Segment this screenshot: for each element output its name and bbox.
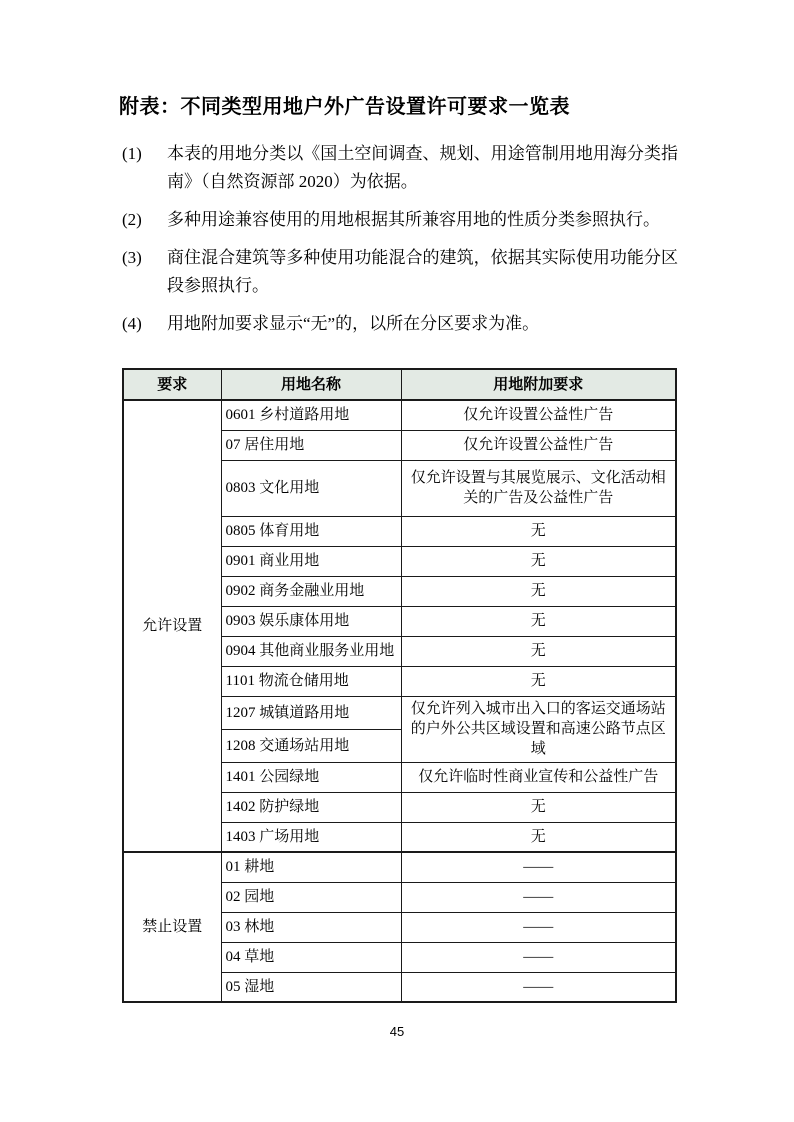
row-name-cell: 01 耕地 bbox=[221, 852, 401, 882]
row-extra-cell: 无 bbox=[401, 792, 676, 822]
row-extra-cell: 无 bbox=[401, 606, 676, 636]
note-item bbox=[122, 244, 678, 300]
row-name-cell: 1101 物流仓储用地 bbox=[221, 666, 401, 696]
row-name-cell: 0805 体育用地 bbox=[221, 516, 401, 546]
page-title-text: 不同类型用地户外广告设置许可要求一览表 bbox=[180, 96, 570, 118]
table-row bbox=[123, 852, 676, 882]
row-extra-cell: —— bbox=[401, 942, 676, 972]
row-extra-cell: 无 bbox=[401, 666, 676, 696]
note-text: 商住混合建筑等多种使用功能混合的建筑，依据其实际使用功能分区段参照执行。 bbox=[167, 248, 678, 295]
note-text: 用地附加要求显示“无”的，以所在分区要求为准。 bbox=[167, 314, 540, 333]
table-header-row bbox=[123, 369, 676, 400]
row-name-cell: 0904 其他商业服务业用地 bbox=[221, 636, 401, 666]
note-item bbox=[122, 140, 678, 196]
note-number: (4) bbox=[122, 314, 142, 333]
page-number: 45 bbox=[389, 1024, 405, 1039]
row-extra-cell: 仅允许临时性商业宣传和公益性广告 bbox=[401, 762, 676, 792]
row-extra-cell: 仅允许设置公益性广告 bbox=[401, 430, 676, 460]
note-text: 本表的用地分类以《国土空间调查、规划、用途管制用地用海分类指南》（自然资源部 2020）为依据。 bbox=[167, 144, 678, 191]
row-extra-cell: —— bbox=[401, 852, 676, 882]
group-label-allowed: 允许设置 bbox=[123, 400, 221, 852]
row-name-cell: 1403 广场用地 bbox=[221, 822, 401, 852]
group-label-prohibited: 禁止设置 bbox=[123, 852, 221, 1002]
note-number: (2) bbox=[122, 210, 142, 229]
note-item bbox=[122, 310, 678, 338]
row-name-cell: 0601 乡村道路用地 bbox=[221, 400, 401, 430]
row-name-cell: 0803 文化用地 bbox=[221, 460, 401, 516]
header-additional-requirement: 用地附加要求 bbox=[401, 369, 676, 400]
row-extra-cell: —— bbox=[401, 972, 676, 1002]
row-extra-cell: 无 bbox=[401, 546, 676, 576]
page-title-prefix: 附表： bbox=[119, 96, 181, 118]
table-row bbox=[123, 400, 676, 430]
row-name-cell: 04 草地 bbox=[221, 942, 401, 972]
note-number: (3) bbox=[122, 248, 142, 267]
row-name-cell: 05 湿地 bbox=[221, 972, 401, 1002]
row-name-cell: 1208 交通场站用地 bbox=[221, 729, 401, 762]
row-extra-cell: 无 bbox=[401, 636, 676, 666]
row-name-cell: 07 居住用地 bbox=[221, 430, 401, 460]
row-name-cell: 03 林地 bbox=[221, 912, 401, 942]
row-name-cell: 1401 公园绿地 bbox=[221, 762, 401, 792]
row-name-cell: 1402 防护绿地 bbox=[221, 792, 401, 822]
row-extra-cell: 无 bbox=[401, 516, 676, 546]
row-name-cell: 1207 城镇道路用地 bbox=[221, 696, 401, 729]
row-extra-cell: —— bbox=[401, 912, 676, 942]
land-use-requirements-table bbox=[122, 368, 677, 1003]
row-extra-cell: 仅允许设置公益性广告 bbox=[401, 400, 676, 430]
row-name-cell: 0902 商务金融业用地 bbox=[221, 576, 401, 606]
note-item bbox=[122, 206, 678, 234]
row-extra-cell-merged: 仅允许列入城市出入口的客运交通场站的户外公共区域设置和高速公路节点区域 bbox=[401, 696, 676, 762]
row-extra-cell: 无 bbox=[401, 822, 676, 852]
row-extra-cell: 无 bbox=[401, 576, 676, 606]
row-name-cell: 0903 娱乐康体用地 bbox=[221, 606, 401, 636]
row-extra-cell: —— bbox=[401, 882, 676, 912]
page-title bbox=[119, 90, 719, 119]
note-text: 多种用途兼容使用的用地根据其所兼容用地的性质分类参照执行。 bbox=[167, 210, 660, 229]
note-number: (1) bbox=[122, 144, 142, 163]
row-name-cell: 02 园地 bbox=[221, 882, 401, 912]
header-land-name: 用地名称 bbox=[221, 369, 401, 400]
header-requirement: 要求 bbox=[123, 369, 221, 400]
notes-list bbox=[122, 140, 678, 348]
row-extra-cell: 仅允许设置与其展览展示、文化活动相关的广告及公益性广告 bbox=[401, 460, 676, 516]
row-name-cell: 0901 商业用地 bbox=[221, 546, 401, 576]
